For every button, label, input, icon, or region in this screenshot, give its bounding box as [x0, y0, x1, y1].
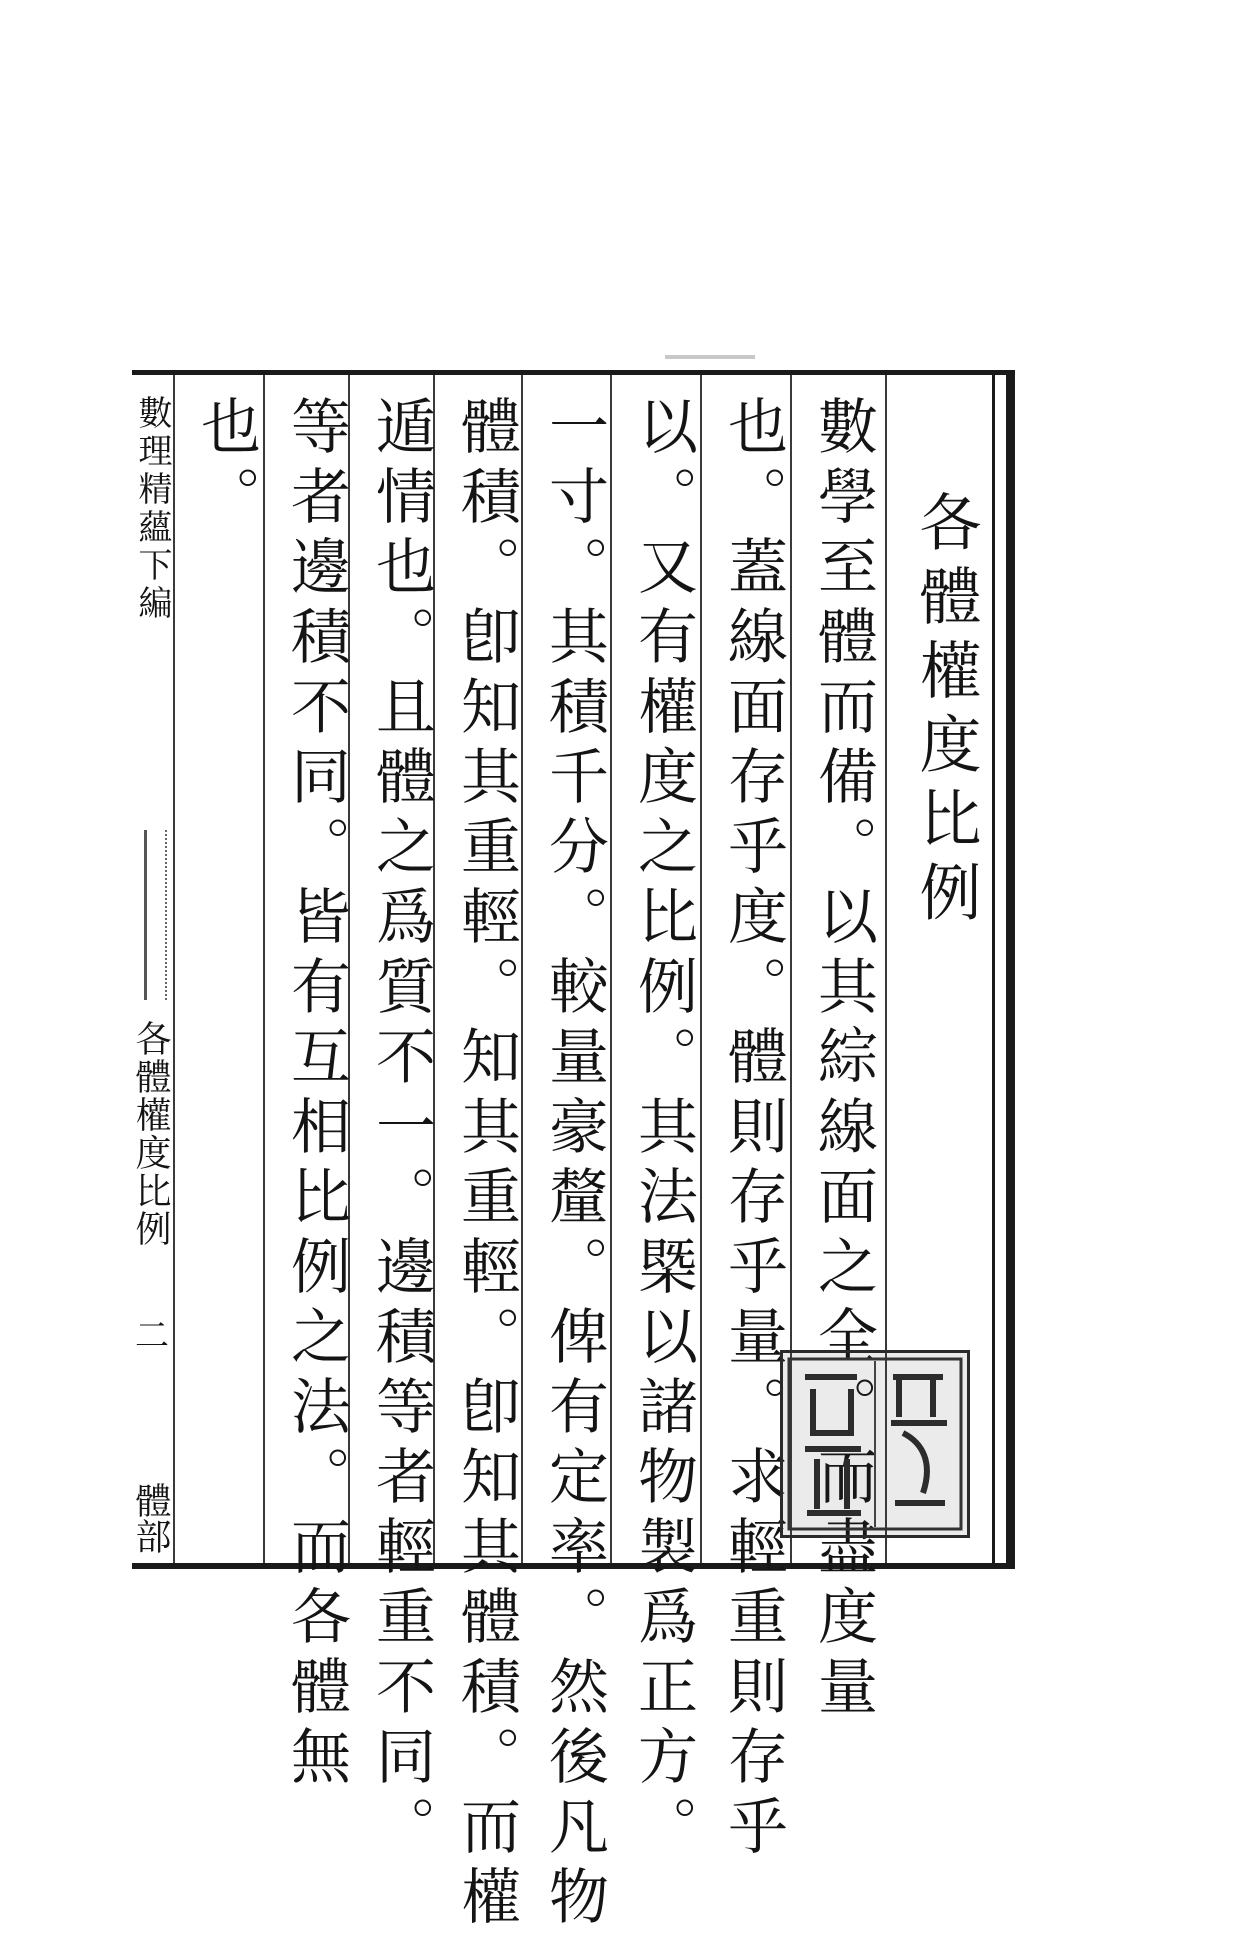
- text-column-4: 一寸。其積千分。較量豪釐。俾有定率。然後凡物: [539, 395, 609, 1935]
- text-column-1: 數學至體而備。以其綜線面之全。而盡度量: [808, 395, 878, 1725]
- text-column-3: 以。又有權度之比例。其法槩以諸物製爲正方。: [628, 395, 698, 1865]
- margin-ornament: [144, 830, 167, 1000]
- text-column-6: 遁情也。且體之爲質不一。邊積等者輕重不同。: [366, 395, 436, 1865]
- margin-page-number: 二: [135, 1316, 169, 1356]
- column-rule: [173, 375, 175, 1563]
- top-smudge: [665, 355, 755, 359]
- seal-stamp-icon: [783, 1353, 967, 1535]
- text-column-2: 也。蓋線面存乎度。體則存乎量。求輕重則存乎: [718, 395, 788, 1865]
- seal-stamp: [780, 1350, 970, 1538]
- margin-section-label: 體部: [130, 1482, 171, 1554]
- margin-running-title: 各體權度比例: [130, 1020, 171, 1248]
- margin-header: 數理精蘊下編: [132, 395, 172, 623]
- section-title: 各體權度比例: [909, 490, 982, 934]
- text-column-7: 等者邊積不同。皆有互相比例之法。而各體無: [281, 395, 351, 1795]
- text-column-8: 也。: [191, 395, 261, 535]
- frame-right-outer-border: [1006, 370, 1015, 1569]
- frame-right-inner-border: [992, 375, 995, 1563]
- text-column-5: 體積。卽知其重輕。知其重輕。卽知其體積。而權: [451, 395, 521, 1935]
- column-rule: [263, 375, 265, 1563]
